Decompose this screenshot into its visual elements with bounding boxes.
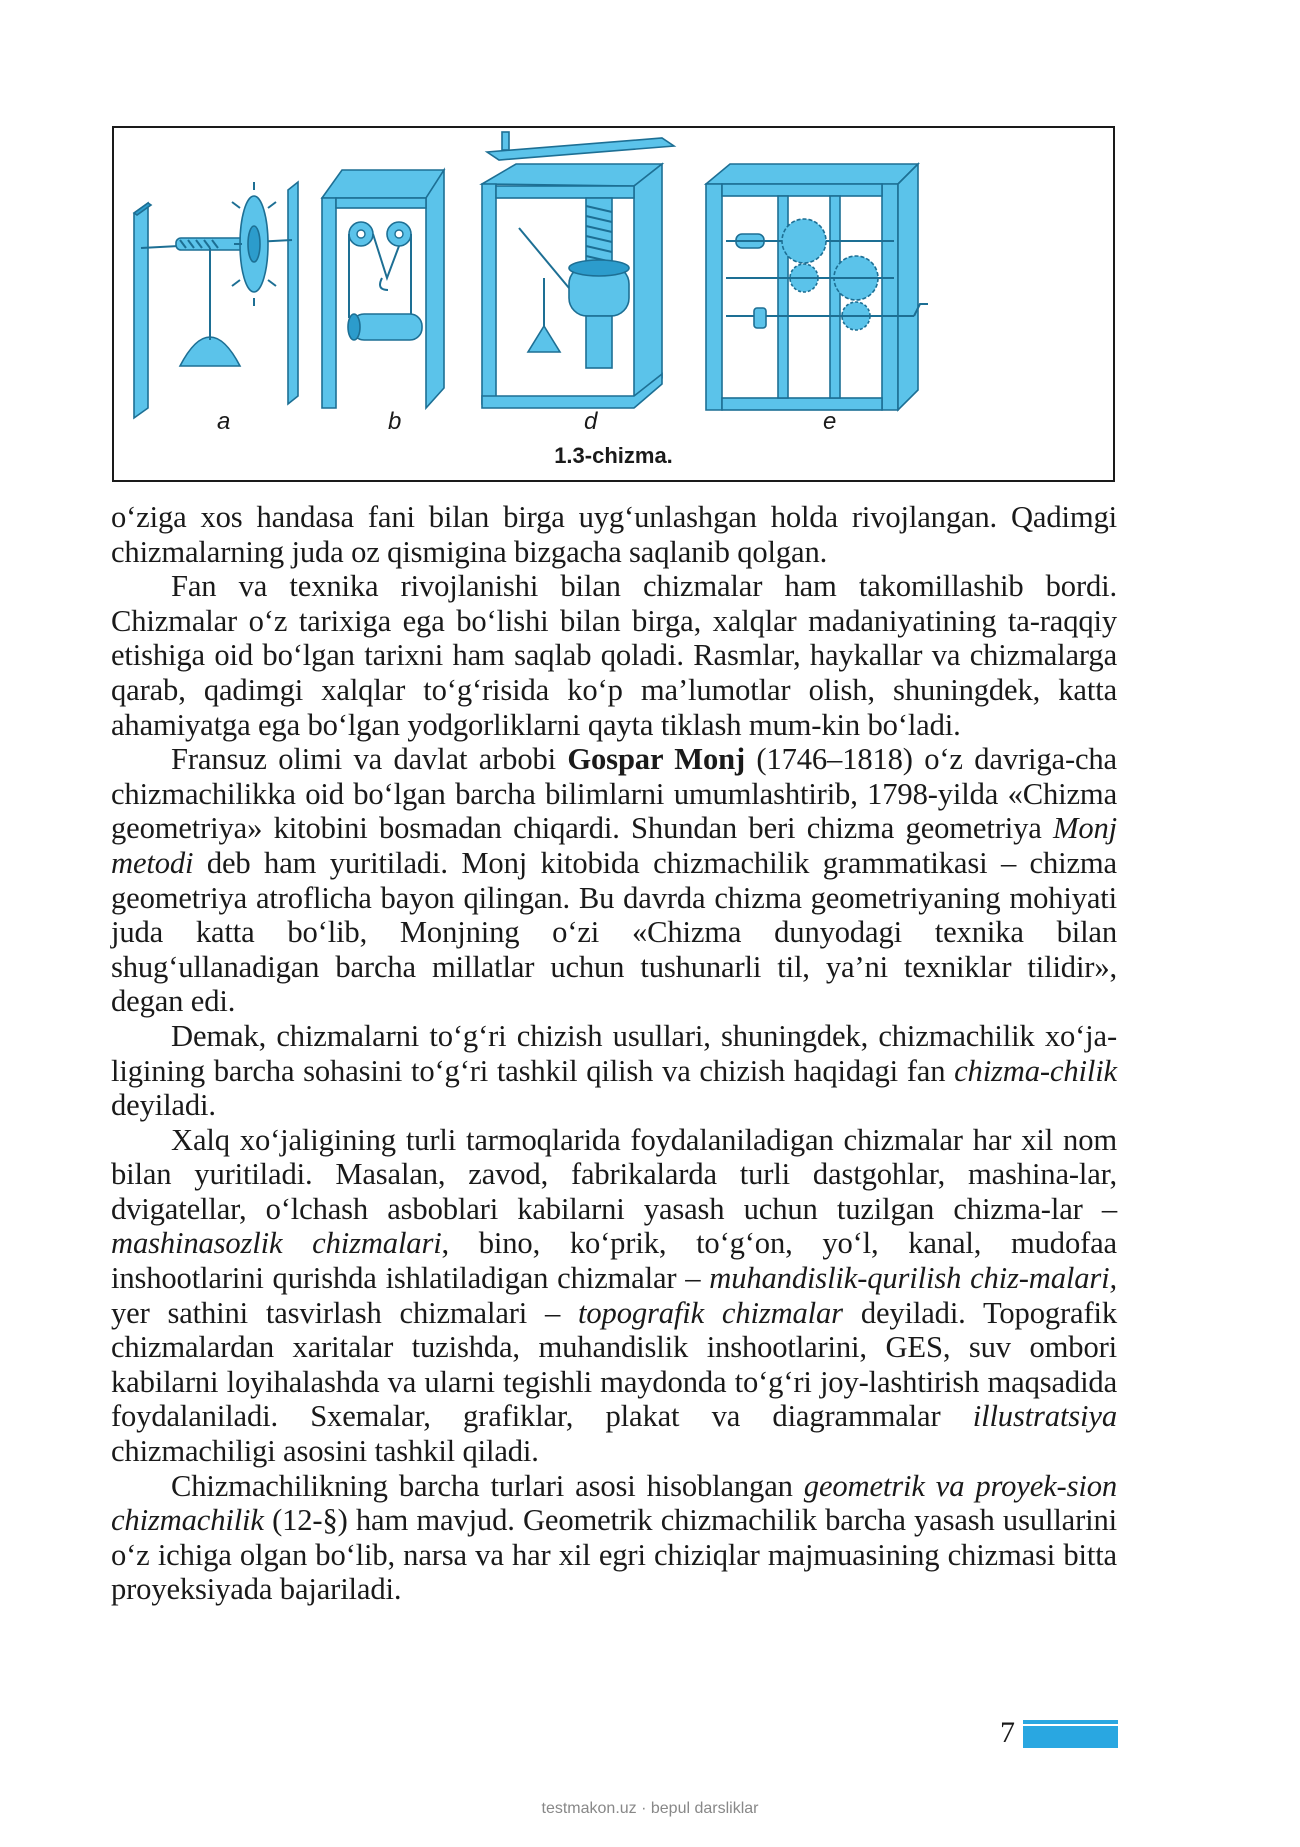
figure-illustration	[114, 128, 1113, 480]
page-number: 7	[1000, 1716, 1015, 1749]
text-run: yer sathini tasvirlash chizmalari –	[111, 1295, 579, 1330]
paragraph-5	[111, 1123, 1117, 1469]
machine-b-drawing	[322, 170, 444, 408]
figure-frame	[112, 126, 1115, 482]
paragraph-2	[111, 569, 1117, 742]
italic-term: illustratsiya	[972, 1399, 1117, 1434]
text-run: deb ham yuritiladi. Monj kitobida chizmachilik grammatikasi – chizma geometriya atroflicha bayon qilingan. Bu davrda chizma geometriyaning mohiyati juda katta bo‘lib, Monjning o‘zi «Chizma dunyodagi texnika bilan shug‘ullanadigan barcha millatlar uchun tushunarli til, ya’ni texniklar tilidir», degan edi.	[111, 845, 1117, 1019]
text-run: deyiladi. Topografik chizmalardan xaritalar tuzishda, muhandislik inshootlarini, GES, suv ombori kabilarni loyihalashda va ularni tegishli maydonda to‘g‘ri joy-lashtirish maqsadida foydalaniladi. Sxemalar, grafiklar, plakat va diagrammalar	[111, 1295, 1117, 1434]
italic-term: Monj metodi	[111, 811, 1117, 880]
text-run: chizmachiligi asosini tashkil qiladi.	[111, 1434, 539, 1469]
bold-name: Gospar Monj	[567, 742, 746, 777]
paragraph-6	[111, 1469, 1117, 1607]
text-run: o‘ziga xos handasa fani bilan birga uyg‘unlashgan holda rivojlangan. Qadimgi chizmalarning juda oz qismigina bizgacha saqlanib qolgan.	[111, 500, 1117, 569]
paragraph-4	[111, 1019, 1117, 1123]
figure-label-d: d	[584, 408, 598, 435]
text-run: Xalq xo‘jaligining turli tarmoqlarida foydalaniladigan chizmalar har xil nom bilan yuritiladi. Masalan, zavod, fabrikalarda turli dastgohlar, mashina-lar, dvigatellar, o‘lchash asboblari kabilarni yasash uchun tuzilgan chizma-lar –	[111, 1122, 1117, 1226]
text-run: (12-§) ham mavjud. Geometrik chizmachilik barcha yasash usullarini o‘z ichiga olgan bo‘lib, narsa va har xil egri chiziqlar majmuasining chizmasi bitta proyeksiyada bajariladi.	[111, 1503, 1117, 1607]
paragraph-1	[111, 500, 1117, 569]
paragraph-3	[111, 742, 1117, 1019]
text-run: Demak, chizmalarni to‘g‘ri chizish usullari, shuningdek, chizmachilik xo‘ja-ligining barcha sohasini to‘g‘ri tashkil qilish va chizish haqidagi fan	[111, 1018, 1117, 1088]
text-run: , bino, ko‘prik, to‘g‘on, yo‘l, kanal, mudofaa inshootlarini qurishda ishlatiladigan chizmalar –	[111, 1226, 1117, 1296]
machine-e-drawing	[706, 164, 928, 410]
page-number-bar	[1023, 1720, 1118, 1748]
machine-d-drawing	[482, 132, 674, 408]
italic-term: topografik chizmalar	[578, 1295, 843, 1330]
figure-label-e: e	[823, 408, 837, 435]
italic-term: geometrik va proyek-sion chizmachilik	[111, 1468, 1117, 1538]
italic-term: muhandislik-qurilish chiz-malari,	[709, 1261, 1118, 1296]
body-text	[111, 500, 1117, 1607]
text-run: Chizmachilikning barcha turlari asosi hisoblangan	[171, 1468, 804, 1503]
figure-label-b: b	[388, 408, 402, 435]
figure-caption: 1.3-chizma.	[554, 443, 673, 468]
machine-a-drawing	[134, 182, 298, 418]
text-run: Fransuz olimi va davlat arbobi	[171, 742, 568, 777]
italic-term: mashinasozlik chizmalari	[111, 1226, 442, 1261]
text-run: (1746–1818) o‘z davriga-cha chizmachilikka oid bo‘lgan barcha bilimlarni umumlashtirib, 1798-yilda «Chizma geometriya» kitobini bosmadan chiqardi. Shundan beri chizma geometriya	[111, 742, 1117, 846]
figure-label-a: a	[217, 408, 231, 435]
footer-watermark: testmakon.uz · bepul darsliklar	[541, 1800, 759, 1817]
text-run: deyiladi.	[111, 1088, 216, 1123]
italic-term: chizma-chilik	[954, 1053, 1117, 1088]
text-run: Fan va texnika rivojlanishi bilan chizmalar ham takomillashib bordi. Chizmalar o‘z tarixiga ega bo‘lishi bilan birga, xalqlar madaniyatining ta-raqqiy etishiga oid bo‘lgan tarixni ham saqlab qoladi. Rasmlar, haykallar va chizmalarga qarab, qadimgi xalqlar to‘g‘risida ko‘p ma’lumotlar olish, shuningdek, katta ahamiyatga ega bo‘lgan yodgorliklarni qayta tiklash mum-kin bo‘ladi.	[111, 569, 1117, 742]
